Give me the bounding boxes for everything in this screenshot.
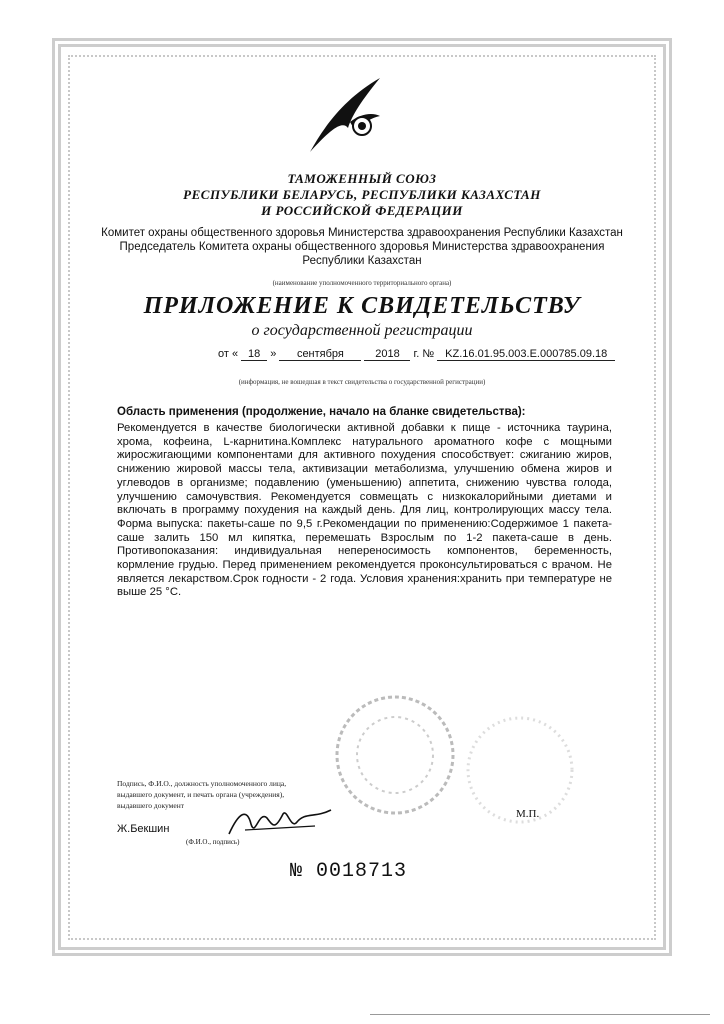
field-title: Область применения (продолжение, начало на бланке свидетельства):	[117, 406, 526, 418]
org-line-1: ТАМОЖЕННЫЙ СОЮЗ	[287, 171, 437, 186]
emblem-logo	[300, 70, 390, 160]
signature-caption-line-3: выдавшего документ	[117, 801, 185, 810]
committee-line-1: Комитет охраны общественного здоровья Министерства здравоохранения Республики Казахстан	[101, 227, 623, 239]
date-prefix: от	[218, 348, 229, 360]
org-line-3: И РОССИЙСКОЙ ФЕДЕРАЦИИ	[261, 203, 463, 218]
org-line-2: РЕСПУБЛИКИ БЕЛАРУСЬ, РЕСПУБЛИКИ КАЗАХСТАН	[183, 187, 541, 202]
handwritten-signature	[225, 800, 335, 845]
date-year-suffix: г.	[413, 348, 420, 360]
committee-line-3: Республики Казахстан	[302, 255, 422, 267]
date-day: 18	[241, 348, 267, 361]
scan-edge-line	[370, 1014, 710, 1015]
date-year: 2018	[364, 348, 410, 361]
round-stamp	[330, 690, 460, 820]
signature-caption-line-1: Подпись, Ф.И.О., должность уполномоченного лица,	[117, 779, 287, 788]
document-subtitle: о государственной регистрации	[251, 322, 473, 339]
committee-line-2: Председатель Комитета охраны общественного здоровья Министерства здравоохранения	[119, 241, 605, 253]
seal-label: М.П.	[516, 808, 540, 820]
signature-sub-caption: (Ф.И.О., подпись)	[186, 838, 240, 846]
document-title: ПРИЛОЖЕНИЕ К СВИДЕТЕЛЬСТВУ	[143, 293, 581, 319]
date-line	[218, 348, 615, 361]
registration-number: KZ.16.01.95.003.Е.000785.09.18	[437, 348, 615, 361]
date-close-quote: »	[270, 348, 277, 360]
caption-info: (информация, не вошедшая в текст свидетельства о государственной регистрации)	[238, 378, 486, 386]
body-text: Рекомендуется в качестве биологически активной добавки к пище - источника таурина, хрома, кофеина, L-карнитина.Комплекс натурального ароматного кофе с мощными жиросжигающими компонентами для активного похудения способствует: сжиганию жиров, снижению жировой массы тела, активизации метаболизма, улучшению обмена жиров и углеводов в организме; подавлению (уменьшению) аппетита, снижению чувства голода, улучшению самочувствия. Рекомендуется совмещать с низкокалорийными диетами и включать в программу похудения на каждый день. Для лиц, контролирующих массу тела. Форма выпуска: пакеты-саше по 9,5 г.Рекомендации по применению:Содержимое 1 пакета-саше залить 150 мл кипятка, перемешать Взрослым по 1-2 пакета-саше в день. Противопоказания: индивидуальная непереносимость компонентов, беременность, кормление грудью. Перед применением рекомендуется проконсультироваться с врачом. Не является лекарством.Срок годности - 2 года. Условия хранения:хранить при температуре не выше 25 °С.	[117, 422, 612, 599]
date-month: сентября	[279, 348, 361, 361]
caption-org: (наименование уполномоченного территориального органа)	[272, 279, 452, 287]
serial-number: № 0018713	[290, 860, 408, 883]
number-sign: №	[422, 348, 435, 360]
date-open-quote: «	[231, 348, 239, 360]
signer-name: Ж.Бекшин	[117, 823, 170, 835]
signature-caption-line-2: выдавшего документ, и печать органа (учреждения),	[117, 790, 285, 799]
